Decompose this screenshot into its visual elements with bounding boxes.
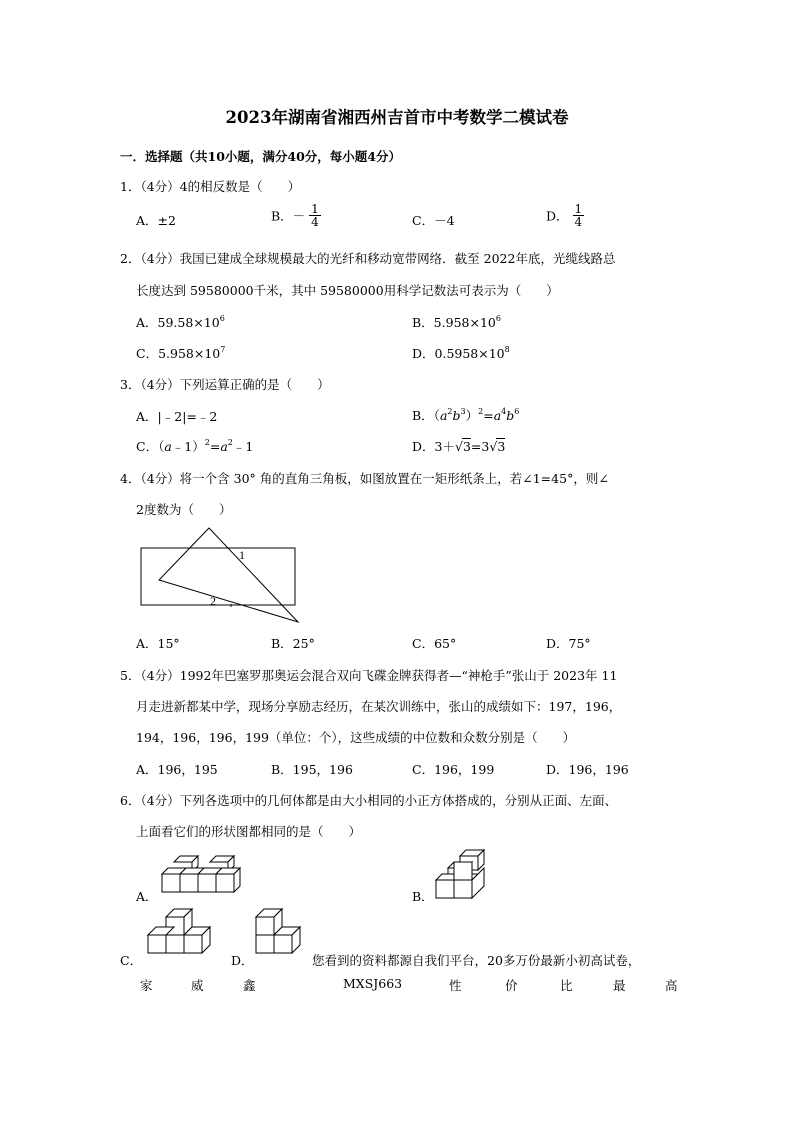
q2-option-c: C．$5.958\times 10^7$ — [136, 345, 226, 361]
question-1-stem: 1．（4分）4的相反数是（ ） — [120, 179, 301, 194]
question-5-stem-line3: 194，196，196，199（单位：个），这些成绩的中位数和众数分别是（ ） — [136, 730, 576, 745]
q1-option-b: B．－ $\frac{1}{4}$ — [271, 202, 319, 229]
q4-option-c: C．65° — [412, 636, 457, 651]
q5-option-d: D．196，196 — [546, 762, 629, 777]
q6-option-a-cubes-figure — [156, 854, 252, 902]
promo-word-6: 价 — [505, 978, 518, 993]
q4-option-a: A．15° — [136, 636, 180, 651]
q6-option-d-label: D． — [231, 953, 254, 968]
q6-option-a-label: A． — [136, 889, 158, 904]
q2-option-b: B．$5.958\times 10^6$ — [412, 314, 501, 330]
angle-1-label: 1 — [239, 548, 245, 562]
promo-text-line: 您看到的资料都源自我们平台，20多万份最新小初高试卷， — [312, 953, 641, 968]
question-3-stem: 3．（4分）下列运算正确的是（ ） — [120, 377, 330, 392]
q4-option-d: D．75° — [546, 636, 591, 651]
question-6-stem-line1: 6．（4分）下列各选项中的几何体都是由大小相同的小正方体搭成的，分别从正面、左面、 — [120, 793, 618, 808]
promo-word-5: 性 — [449, 978, 462, 993]
q6-option-b-label: B． — [412, 889, 434, 904]
promo-word-7: 比 — [560, 978, 573, 993]
q6-option-c-cubes-figure — [140, 907, 212, 967]
q2-option-d: D．$0.5958\times 10^8$ — [412, 345, 510, 361]
q1-option-c: C．－4 — [412, 213, 455, 228]
q1-option-d: D． $\frac{1}{4}$ — [546, 202, 583, 229]
q3-option-d: D．3＋√3=3√3 — [412, 439, 506, 454]
page-title: 2023年湖南省湘西州吉首市中考数学二模试卷 — [225, 108, 569, 127]
section-heading: 一．选择题（共10小题，满分40分，每小题4分） — [120, 149, 401, 164]
angle-2-label: 2 — [210, 594, 216, 608]
question-2-stem-line1: 2．（4分）我国已建成全球规模最大的光纤和移动宽带网络．截至 2022年底，光缆线路总 — [120, 251, 616, 266]
q2-option-a: A．$59.58\times 10^6$ — [136, 314, 225, 330]
question-5-stem-line1: 5．（4分）1992年巴塞罗那奥运会混合双向飞碟金牌获得者—“神枪手”张山于 2023年 11 — [120, 668, 618, 683]
q4-option-b: B．25° — [271, 636, 315, 651]
promo-word-3: 鑫 — [243, 978, 256, 993]
question-5-stem-line2: 月走进新都某中学，现场分享励志经历，在某次训练中，张山的成绩如下：197，196， — [136, 699, 622, 714]
q6-option-c-label: C． — [120, 953, 143, 968]
q6-option-b-cubes-figure — [432, 846, 496, 904]
q1-option-a: A．±2 — [136, 213, 176, 228]
q3-option-b: B．$(a^2b^3)^2=a^4b^6$ — [412, 407, 520, 423]
promo-word-8: 最 — [613, 978, 626, 993]
q6-option-d-cubes-figure — [250, 907, 314, 967]
question-4-stem-line2: 2度数为（ ） — [136, 502, 232, 517]
q5-option-c: C．196，199 — [412, 762, 495, 777]
triangle-on-strip-figure — [130, 522, 310, 626]
promo-word-1: 家 — [140, 978, 153, 993]
question-6-stem-line2: 上面看它们的形状图都相同的是（ ） — [136, 824, 362, 839]
q5-option-a: A．196，195 — [136, 762, 218, 777]
q3-option-c: C．$(a﹣1)^2=a^2﹣1$ — [136, 438, 254, 454]
promo-word-9: 高 — [665, 978, 678, 993]
q3-option-a: A．|﹣2|=﹣2 — [136, 409, 218, 424]
question-2-stem-line2: 长度达到 59580000千米，其中 59580000用科学记数法可表示为（ ） — [136, 283, 559, 298]
question-4-stem-line1: 4．（4分）将一个含 30° 角的直角三角板，如图放置在一矩形纸条上，若∠1=45°，则∠ — [120, 471, 609, 486]
promo-word-4: MXSJ663 — [343, 976, 403, 991]
q5-option-b: B．195，196 — [271, 762, 353, 777]
promo-word-2: 威 — [191, 978, 204, 993]
